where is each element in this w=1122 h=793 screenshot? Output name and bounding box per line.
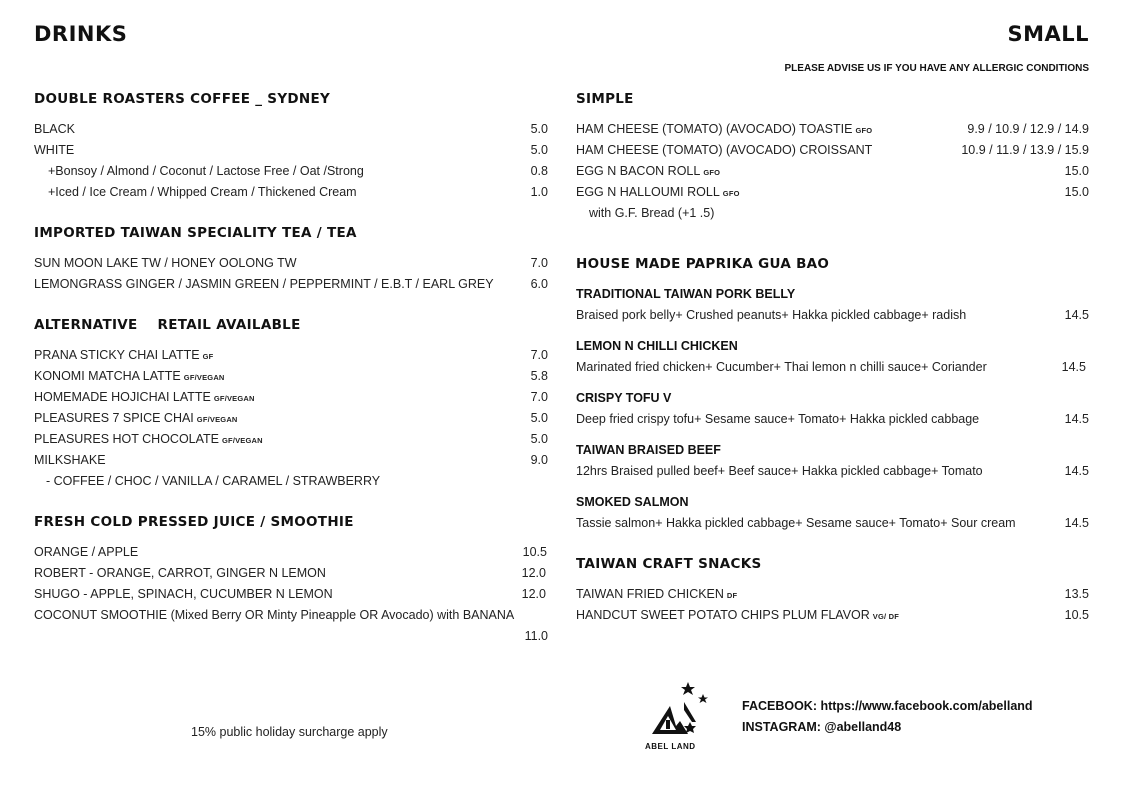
menu-item [34, 387, 548, 408]
menu-item [576, 182, 1089, 203]
item-price: 5.0 [530, 411, 548, 425]
dietary-tag: GFO [722, 189, 740, 198]
item-name [576, 161, 720, 182]
menu-item [34, 605, 548, 626]
menu-item [576, 605, 1089, 626]
surcharge-note: 15% public holiday surcharge apply [191, 725, 388, 739]
item-price: 13.5 [1064, 587, 1089, 601]
menu-item [34, 140, 548, 161]
item-price: 12.0 [521, 587, 546, 601]
menu-item [576, 584, 1089, 605]
bao-section-title: HOUSE MADE PAPRIKA GUA BAO [576, 256, 830, 272]
item-price: 5.0 [530, 122, 548, 136]
social-links [742, 696, 1033, 738]
drinks-column [34, 91, 548, 647]
item-price: 7.0 [530, 390, 548, 404]
item-name: SHUGO - APPLE, SPINACH, CUCUMBER N LEMON [34, 587, 333, 601]
item-desc-row [576, 305, 1089, 326]
item-name [576, 182, 740, 203]
item-name [34, 366, 225, 387]
item-desc-row [576, 357, 1086, 378]
small-title: SMALL [1007, 22, 1089, 46]
dietary-tag: GF [202, 352, 214, 361]
item-price: 5.8 [530, 369, 548, 383]
item-price: 10.5 [1064, 608, 1089, 622]
bao-item [576, 336, 1089, 378]
item-price: 14.5 [1064, 464, 1089, 478]
item-name: BLACK [34, 122, 75, 136]
item-price: 11.0 [524, 629, 548, 643]
item-name [576, 584, 737, 605]
item-name [34, 387, 255, 408]
menu-item [576, 119, 1089, 140]
item-name: LEMONGRASS GINGER / JASMIN GREEN / PEPPERMINT / E.B.T / EARL GREY [34, 277, 494, 291]
item-price: 15.0 [1064, 185, 1089, 199]
menu-item [576, 140, 1089, 161]
item-label: KONOMI MATCHA LATTE [34, 369, 181, 383]
item-name [576, 605, 899, 626]
item-price: 15.0 [1064, 164, 1089, 178]
dietary-tag: GFO [855, 126, 873, 135]
item-name: LEMON N CHILLI CHICKEN [576, 339, 738, 353]
allergy-note: PLEASE ADVISE US IF YOU HAVE ANY ALLERGIC CONDITIONS [784, 63, 1089, 74]
item-desc-row [576, 409, 1089, 430]
item-price: 0.8 [530, 164, 548, 178]
simple-section-title: SIMPLE [576, 91, 634, 107]
item-price: 12.0 [521, 566, 546, 580]
item-name: ROBERT - ORANGE, CARROT, GINGER N LEMON [34, 566, 326, 580]
coffee-section-title: DOUBLE ROASTERS COFFEE _ SYDNEY [34, 91, 331, 107]
item-price: 5.0 [530, 143, 548, 157]
item-price: 9.9 / 10.9 / 12.9 / 14.9 [967, 122, 1089, 136]
item-name: TRADITIONAL TAIWAN PORK BELLY [576, 287, 796, 301]
item-desc: Marinated fried chicken+ Cucumber+ Thai lemon n chilli sauce+ Coriander [576, 360, 987, 374]
item-name: - COFFEE / CHOC / VANILLA / CARAMEL / STRAWBERRY [46, 474, 381, 488]
item-name: +Bonsoy / Almond / Coconut / Lactose Free / Oat /Strong [48, 164, 364, 178]
menu-item [34, 584, 546, 605]
menu-item [34, 471, 548, 492]
menu-item [34, 450, 548, 471]
facebook-link[interactable]: FACEBOOK: https://www.facebook.com/abelland [742, 699, 1033, 713]
item-label: HOMEMADE HOJICHAI LATTE [34, 390, 211, 404]
menu-item [34, 429, 548, 450]
item-name: SMOKED SALMON [576, 495, 689, 509]
item-label: PRANA STICKY CHAI LATTE [34, 348, 200, 362]
item-price: 7.0 [530, 256, 548, 270]
dietary-tag: GFO [703, 168, 721, 177]
item-label: PLEASURES HOT CHOCOLATE [34, 432, 219, 446]
item-name [576, 119, 872, 140]
menu-item [576, 203, 1089, 224]
menu-item [34, 182, 548, 203]
item-label: EGG N HALLOUMI ROLL [576, 185, 720, 199]
menu-item [34, 542, 547, 563]
drinks-title: DRINKS [34, 22, 128, 46]
item-price: 1.0 [530, 185, 548, 199]
bao-item [576, 440, 1089, 482]
menu-item [34, 563, 546, 584]
dietary-tag: GF/VEGAN [183, 373, 225, 382]
menu-item [576, 161, 1089, 182]
item-name: CRISPY TOFU V [576, 391, 672, 405]
item-desc-row [576, 513, 1089, 534]
snacks-section-title: TAIWAN CRAFT SNACKS [576, 556, 762, 572]
dietary-tag: VG/ DF [872, 612, 899, 621]
item-label: HANDCUT SWEET POTATO CHIPS PLUM FLAVOR [576, 608, 870, 622]
item-name: MILKSHAKE [34, 453, 106, 467]
item-price: 10.5 [522, 545, 547, 559]
juice-section-title: FRESH COLD PRESSED JUICE / SMOOTHIE [34, 514, 354, 530]
item-name: HAM CHEESE (TOMATO) (AVOCADO) CROISSANT [576, 143, 873, 157]
item-name [34, 408, 238, 429]
item-label: PLEASURES 7 SPICE CHAI [34, 411, 194, 425]
item-name: ORANGE / APPLE [34, 545, 139, 559]
item-price: 14.5 [1064, 516, 1089, 530]
item-price: 14.5 [1064, 412, 1089, 426]
item-price: 6.0 [530, 277, 548, 291]
bao-item [576, 284, 1089, 326]
item-desc: Deep fried crispy tofu+ Sesame sauce+ Tomato+ Hakka pickled cabbage [576, 412, 980, 426]
dietary-tag: GF/VEGAN [222, 436, 263, 445]
item-name: TAIWAN BRAISED BEEF [576, 443, 721, 457]
item-name: WHITE [34, 143, 75, 157]
small-column [576, 91, 1089, 626]
bao-item [576, 388, 1089, 430]
menu-item [34, 119, 548, 140]
logo-text: ABEL LAND [645, 742, 696, 751]
menu-item [34, 366, 548, 387]
menu-item [34, 253, 548, 274]
item-price: 7.0 [530, 348, 548, 362]
item-price: 5.0 [530, 432, 548, 446]
item-label: EGG N BACON ROLL [576, 164, 701, 178]
menu-item [34, 408, 548, 429]
instagram-link[interactable]: INSTAGRAM: @abelland48 [742, 720, 902, 734]
item-label: TAIWAN FRIED CHICKEN [576, 587, 724, 601]
item-price: 9.0 [530, 453, 548, 467]
item-label: HAM CHEESE (TOMATO) (AVOCADO) TOASTIE [576, 122, 853, 136]
item-price: 14.5 [1064, 308, 1089, 322]
menu-item [34, 274, 548, 295]
item-price: 10.9 / 11.9 / 13.9 / 15.9 [961, 143, 1089, 157]
menu-item [34, 345, 548, 366]
menu-item [34, 161, 548, 182]
item-desc: Braised pork belly+ Crushed peanuts+ Hakka pickled cabbage+ radish [576, 308, 967, 322]
dietary-tag: GF/VEGAN [196, 415, 238, 424]
item-name [34, 429, 263, 450]
item-name: +Iced / Ice Cream / Whipped Cream / Thickened Cream [48, 185, 357, 199]
bao-item [576, 492, 1089, 534]
item-desc-row [576, 461, 1089, 482]
alternative-section-title: ALTERNATIVE RETAIL AVAILABLE [34, 317, 301, 333]
dietary-tag: GF/VEGAN [213, 394, 255, 403]
dietary-tag: DF [726, 591, 738, 600]
tea-section-title: IMPORTED TAIWAN SPECIALITY TEA / TEA [34, 225, 357, 241]
item-desc: 12hrs Braised pulled beef+ Beef sauce+ Hakka pickled cabbage+ Tomato [576, 464, 983, 478]
item-name: with G.F. Bread (+1 .5) [589, 206, 715, 220]
item-desc: Tassie salmon+ Hakka pickled cabbage+ Sesame sauce+ Tomato+ Sour cream [576, 516, 1016, 530]
item-name [34, 345, 213, 366]
item-name: COCONUT SMOOTHIE (Mixed Berry OR Minty Pineapple OR Avocado) with BANANA [34, 608, 515, 622]
menu-item-price-row [34, 626, 548, 647]
item-price: 14.5 [1061, 360, 1086, 374]
item-name: SUN MOON LAKE TW / HONEY OOLONG TW [34, 256, 297, 270]
